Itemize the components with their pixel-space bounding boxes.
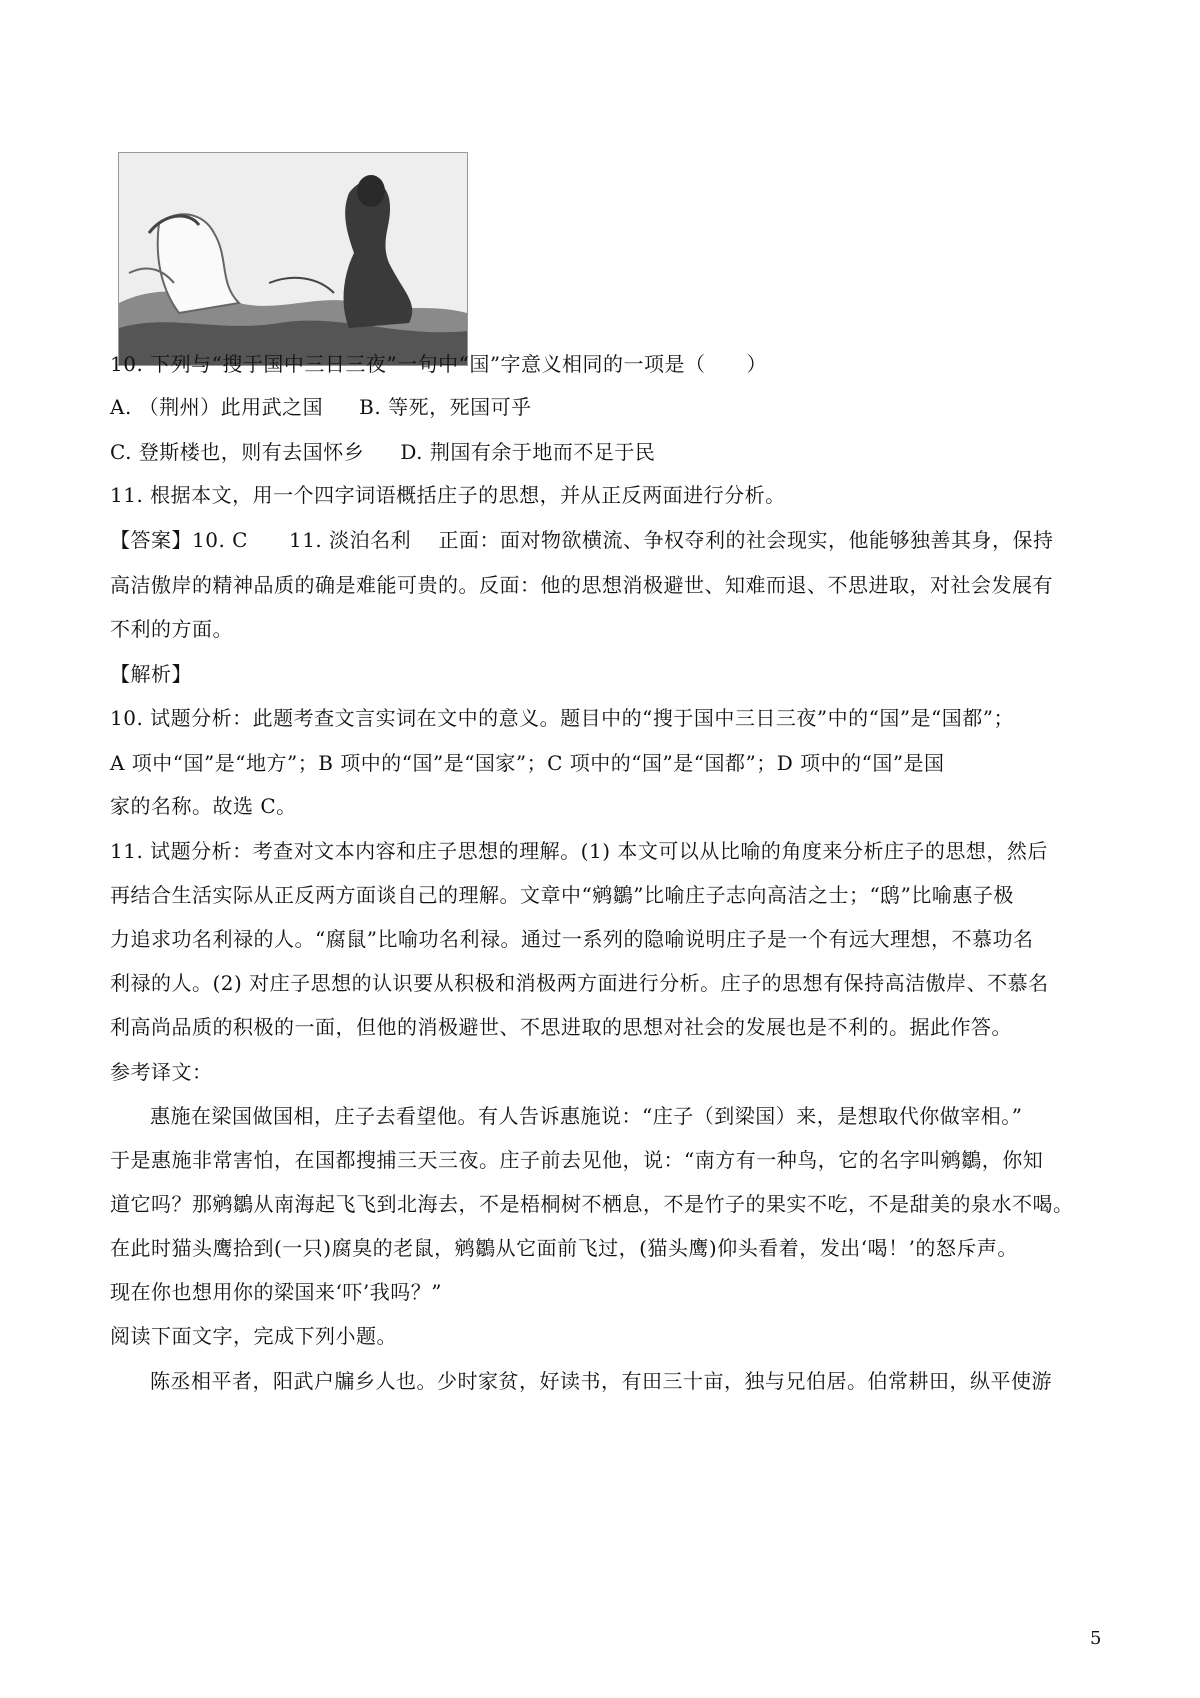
analysis-10-line-1: 10. 试题分析：此题考查文言实词在文中的意义。题目中的“搜于国中三日三夜”中的“国”是“国都”； — [110, 706, 1015, 730]
analysis-11-line-5: 利高尚品质的积极的一面，但他的消极避世、不思进取的思想对社会的发展也是不利的。据此作答。 — [110, 1015, 1012, 1039]
reading-instruction: 阅读下面文字，完成下列小题。 — [110, 1324, 397, 1348]
analysis-11-line-2: 再结合生活实际从正反两方面谈自己的理解。文章中“鹓鶵”比喻庄子志向高洁之士；“鸱”比喻惠子极 — [110, 883, 1014, 907]
ink-painting-illustration — [118, 152, 468, 366]
analysis-11-line-1: 11. 试题分析：考查对文本内容和庄子思想的理解。(1) 本文可以从比喻的角度来分析庄子的思想，然后 — [110, 839, 1048, 863]
translation-line-4: 在此时猫头鹰拾到(一只)腐臭的老鼠，鹓鶵从它面前飞过，(猫头鹰)仰头看着，发出‘喝！’的怒斥声。 — [110, 1236, 1018, 1260]
ink-painting-image — [119, 153, 467, 365]
question-10-options-row-2 — [110, 438, 655, 466]
analysis-11-line-4: 利禄的人。(2) 对庄子思想的认识要从积极和消极两方面进行分析。庄子的思想有保持高洁傲岸、不慕名 — [110, 971, 1049, 995]
question-10-prompt: 10. 下列与“搜于国中三日三夜”一句中“国”字意义相同的一项是（ ） — [110, 352, 768, 376]
analysis-10-line-3: 家的名称。故选 C。 — [110, 794, 297, 818]
analysis-10-line-2: A 项中“国”是“地方”；B 项中的“国”是“国家”；C 项中的“国”是“国都”；D 项中的“国”是国 — [110, 751, 945, 775]
option-d: D. 荆国有余于地而不足于民 — [400, 440, 656, 464]
analysis-heading: 【解析】 — [110, 662, 192, 686]
passage-start: 陈丞相平者，阳武户牖乡人也。少时家贫，好读书，有田三十亩，独与兄伯居。伯常耕田，纵平使游 — [150, 1369, 1052, 1393]
question-10-options-row-1 — [110, 393, 532, 421]
option-c: C. 登斯楼也，则有去国怀乡 — [110, 440, 365, 464]
question-11-prompt: 11. 根据本文，用一个四字词语概括庄子的思想，并从正反两面进行分析。 — [110, 483, 786, 507]
translation-line-5: 现在你也想用你的梁国来‘吓’我吗？” — [110, 1280, 442, 1304]
answer-line-1: 【答案】10. C 11. 淡泊名利 正面：面对物欲横流、争权夺利的社会现实，他能够独善其身，保持 — [110, 528, 1054, 552]
translation-line-1: 惠施在梁国做国相，庄子去看望他。有人告诉惠施说：“庄子（到梁国）来，是想取代你做宰相。” — [150, 1104, 1023, 1128]
option-b: B. 等死，死国可乎 — [359, 395, 532, 419]
answer-line-3: 不利的方面。 — [110, 617, 233, 641]
option-a: A. （荆州）此用武之国 — [110, 395, 324, 419]
answer-line-2: 高洁傲岸的精神品质的确是难能可贵的。反面：他的思想消极避世、知难而退、不思进取，对社会发展有 — [110, 573, 1053, 597]
page-number: 5 — [1090, 1628, 1102, 1649]
translation-line-3: 道它吗？那鹓鶵从南海起飞飞到北海去，不是梧桐树不栖息，不是竹子的果实不吃，不是甜美的泉水不喝。 — [110, 1192, 1074, 1216]
analysis-11-line-3: 力追求功名利禄的人。“腐鼠”比喻功名利禄。通过一系列的隐喻说明庄子是一个有远大理想，不慕功名 — [110, 927, 1034, 951]
translation-heading: 参考译文： — [110, 1060, 213, 1084]
translation-line-2: 于是惠施非常害怕，在国都搜捕三天三夜。庄子前去见他，说：“南方有一种鸟，它的名字叫鹓鶵，你知 — [110, 1148, 1044, 1172]
